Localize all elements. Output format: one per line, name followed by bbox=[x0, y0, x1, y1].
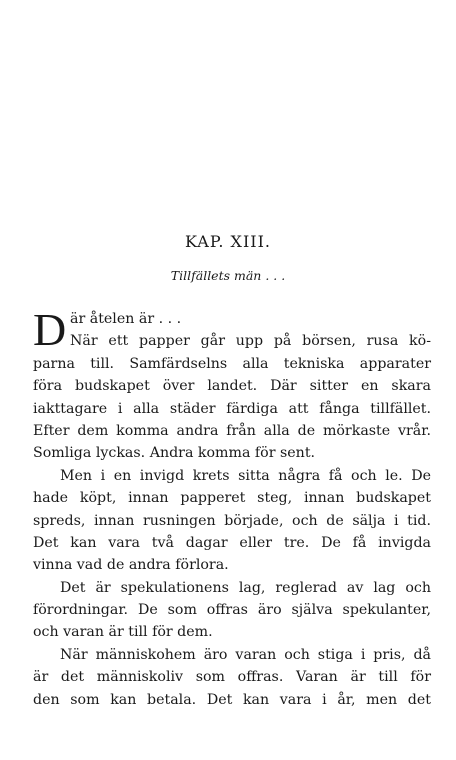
text-line: den som kan betala. Det kan vara i år, men det bbox=[33, 691, 431, 708]
text-line: spreds, innan rusningen började, och de sälja i tid. bbox=[33, 512, 431, 529]
drop-cap: D bbox=[33, 304, 67, 355]
chapter-title: KAP. XIII. bbox=[185, 232, 271, 251]
text-line: parna till. Samfärdselns alla tekniska apparater bbox=[33, 355, 431, 372]
text-line: Efter dem komma andra från alla de mörkaste vrår. bbox=[33, 422, 431, 439]
text-line: Det kan vara två dagar eller tre. De få invigda bbox=[33, 534, 431, 551]
chapter-subtitle: Tillfällets män . . . bbox=[170, 268, 286, 283]
text-line: föra budskapet över landet. Där sitter en skara bbox=[33, 378, 431, 395]
text-line: och varan är till för dem. bbox=[33, 624, 213, 641]
text-line: vinna vad de andra förlora. bbox=[33, 557, 229, 574]
text-line: Men i en invigd krets sitta några få och le. De bbox=[60, 467, 431, 484]
text-line: Somliga lyckas. Andra komma för sent. bbox=[33, 445, 316, 462]
text-line: är det människoliv som offras. Varan är till för bbox=[33, 669, 431, 686]
text-line: När ett papper går upp på börsen, rusa kö- bbox=[70, 333, 431, 350]
text-line: förordningar. De som offras äro själva spekulanter, bbox=[33, 602, 431, 619]
text-line: När människohem äro varan och stiga i pris, då bbox=[60, 646, 431, 663]
text-line: hade köpt, innan papperet steg, innan budskapet bbox=[33, 490, 431, 507]
text-line: Det är spekulationens lag, reglerad av lag och bbox=[60, 579, 431, 596]
opening-paragraph bbox=[33, 304, 431, 355]
text-line: iakttagare i alla städer färdiga att fånga tillfället. bbox=[33, 400, 431, 417]
text-line: är åtelen är . . . bbox=[70, 311, 182, 327]
body-text bbox=[33, 304, 431, 711]
